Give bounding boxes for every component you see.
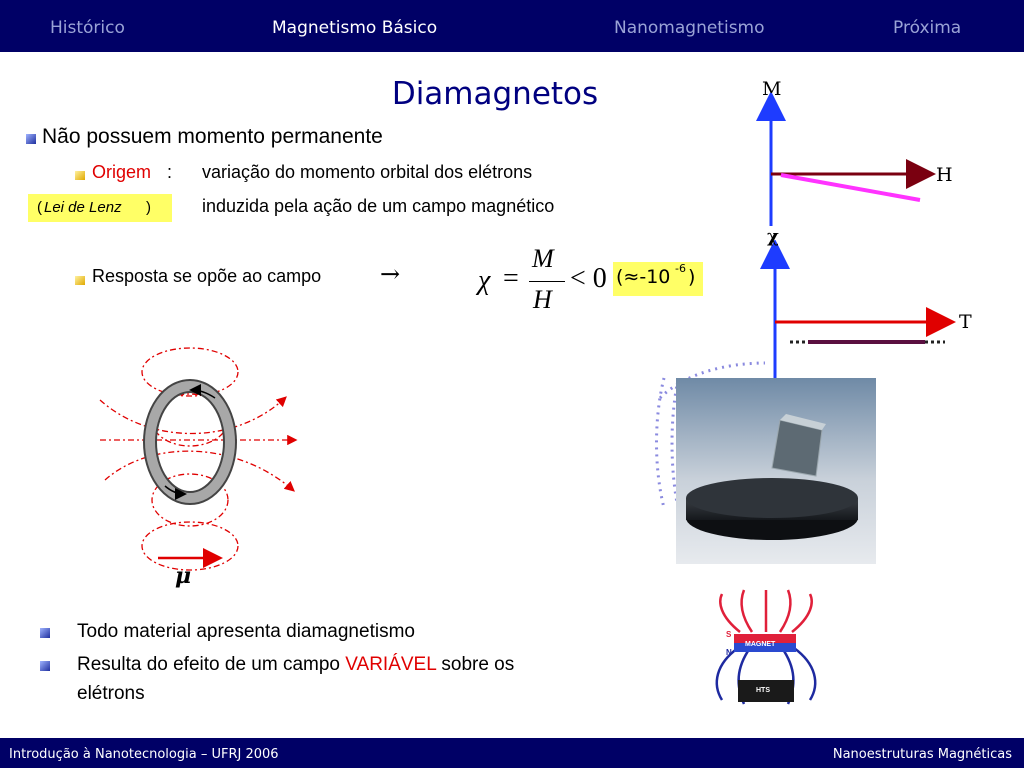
variavel-highlight: VARIÁVEL — [345, 654, 437, 675]
approx-value-suffix: ) — [688, 266, 696, 288]
magnet-s-pole-label: S — [726, 630, 732, 639]
graph-t-axis-label: T — [959, 311, 972, 333]
graph-chi-axis-label: χ — [767, 226, 779, 247]
mu-label: μ — [175, 563, 192, 589]
levitating-magnet-photo — [650, 358, 880, 566]
lenz-close-paren: ) — [146, 199, 151, 216]
origem-text-line1: variação do momento orbital dos elétrons — [202, 162, 533, 182]
magnet-over-superconductor-diagram — [700, 588, 830, 718]
sub-bullet-icon — [75, 171, 85, 180]
magnetization-graph — [750, 76, 970, 236]
current-loop-diagram — [90, 340, 310, 600]
magnet-n-pole-label: N — [726, 648, 732, 657]
nav-proxima-link[interactable]: Próxima — [893, 18, 962, 38]
bullet-variable-field-text-b: sobre os — [436, 654, 515, 675]
approx-value-exponent: -6 — [675, 262, 686, 275]
bullet-all-materials-diamagnetic: Todo material apresenta diamagnetismo — [77, 621, 415, 642]
lenz-open-paren: ( — [37, 199, 42, 216]
nav-nanomagnetismo-link[interactable]: Nanomagnetismo — [614, 18, 765, 38]
hts-label: HTS — [756, 687, 770, 694]
bullet-variable-field-effect — [77, 654, 514, 676]
bullet-icon — [40, 628, 50, 638]
approx-value-prefix: (≈-10 — [616, 266, 671, 288]
resposta-text: Resposta se opõe ao campo — [92, 266, 322, 286]
fraction-bar — [529, 281, 565, 282]
footer-section-title: Nanoestruturas Magnéticas — [832, 747, 1012, 762]
footer-bar — [0, 738, 1024, 768]
origem-text-line2: induzida pela ação de um campo magnético — [202, 196, 555, 216]
nav-historico-link[interactable]: Histórico — [50, 18, 125, 38]
origem-label: Origem — [92, 162, 152, 182]
origem-colon: : — [167, 162, 173, 182]
slide-title: Diamagnetos — [391, 76, 599, 112]
graph-h-axis-label: H — [936, 164, 953, 186]
lenz-law-text: Lei de Lenz — [44, 199, 122, 216]
bullet-variable-field-text-a: Resulta do efeito de um campo — [77, 654, 346, 675]
formula-denominator: H — [533, 285, 552, 314]
right-arrow-icon: → — [380, 260, 401, 288]
magnet-label: MAGNET — [745, 641, 776, 648]
top-navigation-bar — [0, 0, 1024, 52]
lenz-law-highlight — [28, 194, 172, 222]
formula-chi: χ — [478, 265, 491, 296]
formula-numerator: M — [532, 244, 554, 273]
formula-equals: = — [503, 263, 519, 294]
bullet-variable-field-text-c: elétrons — [77, 683, 145, 704]
sub-bullet-icon — [75, 276, 85, 285]
bullet-icon — [26, 134, 36, 144]
graph-m-axis-label: M — [762, 78, 782, 100]
nav-magnetismo-basico-link[interactable]: Magnetismo Básico — [272, 18, 438, 38]
approx-value-highlight — [613, 262, 703, 296]
formula-less-than-zero: < 0 — [570, 263, 607, 294]
footer-course-title: Introdução à Nanotecnologia – UFRJ 2006 — [9, 747, 279, 762]
bullet-icon — [40, 661, 50, 671]
bullet-no-permanent-moment: Não possuem momento permanente — [42, 125, 383, 148]
